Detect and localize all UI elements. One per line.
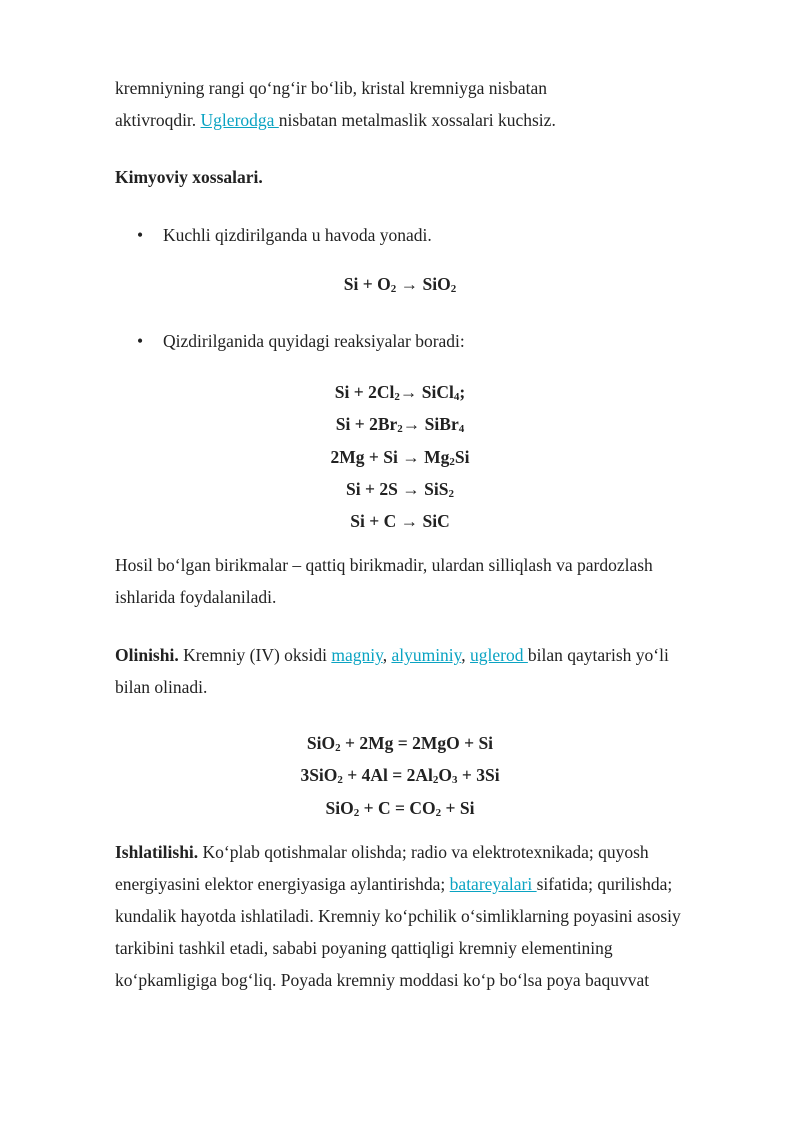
usage-heading: Ishlatilishi.	[115, 842, 199, 862]
eq-part: + 2Mg = 2MgO + Si	[340, 733, 494, 753]
batareyalari-link[interactable]: batareyalari	[449, 874, 537, 894]
separator: ,	[461, 645, 471, 665]
uglerod-link[interactable]: uglerod	[470, 645, 528, 665]
eq-part: Si	[454, 447, 470, 467]
eq-part: Si + C	[350, 511, 397, 531]
eq-part: + Si	[441, 798, 475, 818]
equation-si-br2	[0, 408, 800, 440]
equation-sio2-al	[0, 759, 800, 791]
intro-paragraph	[115, 72, 725, 136]
magniy-link[interactable]: magniy	[331, 645, 383, 665]
equation-si-o2	[0, 268, 800, 300]
bullet-icon: •	[137, 331, 144, 351]
obtaining-text-end: bilan qaytarish yo‘li	[527, 645, 669, 665]
eq-part: ;	[459, 382, 466, 402]
arrow: →	[397, 479, 425, 499]
eq-part: SiO	[306, 733, 336, 753]
eq-subscript: 2	[449, 456, 455, 468]
uglerodga-link[interactable]: Uglerodga	[200, 110, 279, 130]
eq-subscript: 4	[453, 391, 460, 403]
eq-part: O	[438, 765, 452, 785]
intro-text-end: nisbatan metalmaslik xossalari kuchsiz.	[278, 110, 556, 130]
equation-mg-si	[0, 441, 800, 473]
eq-subscript: 2	[390, 283, 397, 295]
bullet-text: Kuchli qizdirilganda u havoda yonadi.	[163, 225, 432, 245]
eq-part: Si + O	[343, 274, 391, 294]
arrow: →	[397, 447, 425, 467]
eq-subscript: 2	[353, 807, 360, 819]
obtaining-text: Kremniy (IV) oksidi	[178, 645, 332, 665]
eq-part: Mg	[424, 447, 450, 467]
obtaining-line-1	[115, 639, 725, 671]
eq-subscript: 4	[458, 423, 465, 435]
equation-sio2-c	[0, 792, 800, 824]
compounds-line-1: Hosil bo‘lgan birikmalar – qattiq birikmadir, ulardan silliqlash va pardozlash	[115, 555, 653, 575]
intro-text: aktivroqdir.	[115, 110, 201, 130]
eq-part: SiC	[422, 511, 450, 531]
eq-subscript: 3	[451, 774, 458, 786]
eq-subscript: 2	[394, 391, 400, 403]
usage-line-3: kundalik hayotda ishlatiladi. Kremniy ko‘pchilik o‘simliklarning poyasini asosiy	[115, 906, 681, 926]
eq-part: + 3Si	[457, 765, 500, 785]
arrow: →	[402, 414, 425, 434]
eq-part: SiS	[424, 479, 449, 499]
usage-line-2	[115, 868, 725, 900]
eq-subscript: 2	[432, 774, 439, 786]
eq-part: SiO	[325, 798, 354, 818]
eq-part: + C = CO	[359, 798, 436, 818]
usage-line-1	[115, 836, 725, 868]
eq-subscript: 2	[448, 488, 454, 500]
obtaining-heading: Olinishi.	[115, 645, 179, 665]
bullet-text: Qizdirilganida quyidagi reaksiyalar boradi:	[163, 331, 465, 351]
equation-sio2-mg	[0, 727, 800, 759]
eq-part: SiCl	[421, 382, 454, 402]
eq-part: 3SiO	[300, 765, 338, 785]
usage-paragraph	[115, 836, 725, 996]
equation-si-s	[0, 473, 800, 505]
bullet-icon: •	[137, 225, 144, 245]
intro-line-1: kremniyning rangi qo‘ng‘ir bo‘lib, kristal kremniyga nisbatan	[115, 78, 548, 98]
eq-subscript: 2	[435, 807, 442, 819]
chem-props-heading: Kimyoviy xossalari.	[115, 167, 263, 187]
equation-si-c	[0, 505, 800, 537]
compounds-line-2: ishlarida foydalaniladi.	[115, 587, 277, 607]
eq-part: 2Mg + Si	[330, 447, 398, 467]
eq-subscript: 2	[337, 774, 343, 786]
arrow: →	[396, 511, 423, 531]
usage-line-5: ko‘pkamligiga bog‘liq. Poyada kremniy moddasi ko‘p bo‘lsa poya baquvvat	[115, 970, 650, 990]
equation-si-cl2	[0, 376, 800, 408]
intro-line-2	[115, 104, 725, 136]
separator: ,	[382, 645, 392, 665]
eq-part: + 4Al = 2Al	[342, 765, 433, 785]
eq-part: Si + 2Br	[335, 414, 398, 434]
eq-part: Si + 2S	[346, 479, 398, 499]
eq-part: Si + 2Cl	[334, 382, 395, 402]
eq-subscript: 2	[450, 283, 457, 295]
compounds-paragraph	[115, 549, 725, 613]
eq-part: SiBr	[424, 414, 459, 434]
usage-text: energiyasini elektor energiyasiga aylantirishda;	[115, 874, 450, 894]
obtaining-paragraph	[115, 639, 725, 703]
obtaining-line-2: bilan olinadi.	[115, 677, 208, 697]
arrow: →	[396, 274, 423, 294]
usage-line-4: tarkibini tashkil etadi, sababi poyaning qattiqligi kremniy elementining	[115, 938, 613, 958]
eq-subscript: 2	[335, 742, 341, 754]
usage-text: Ko‘plab qotishmalar olishda; radio va elektrotexnikada; quyosh	[198, 842, 649, 862]
eq-part: SiO	[422, 274, 451, 294]
eq-subscript: 2	[397, 423, 403, 435]
arrow: →	[399, 382, 422, 402]
alyuminiy-link[interactable]: alyuminiy	[391, 645, 462, 665]
usage-text: sifatida; qurilishda;	[536, 874, 673, 894]
